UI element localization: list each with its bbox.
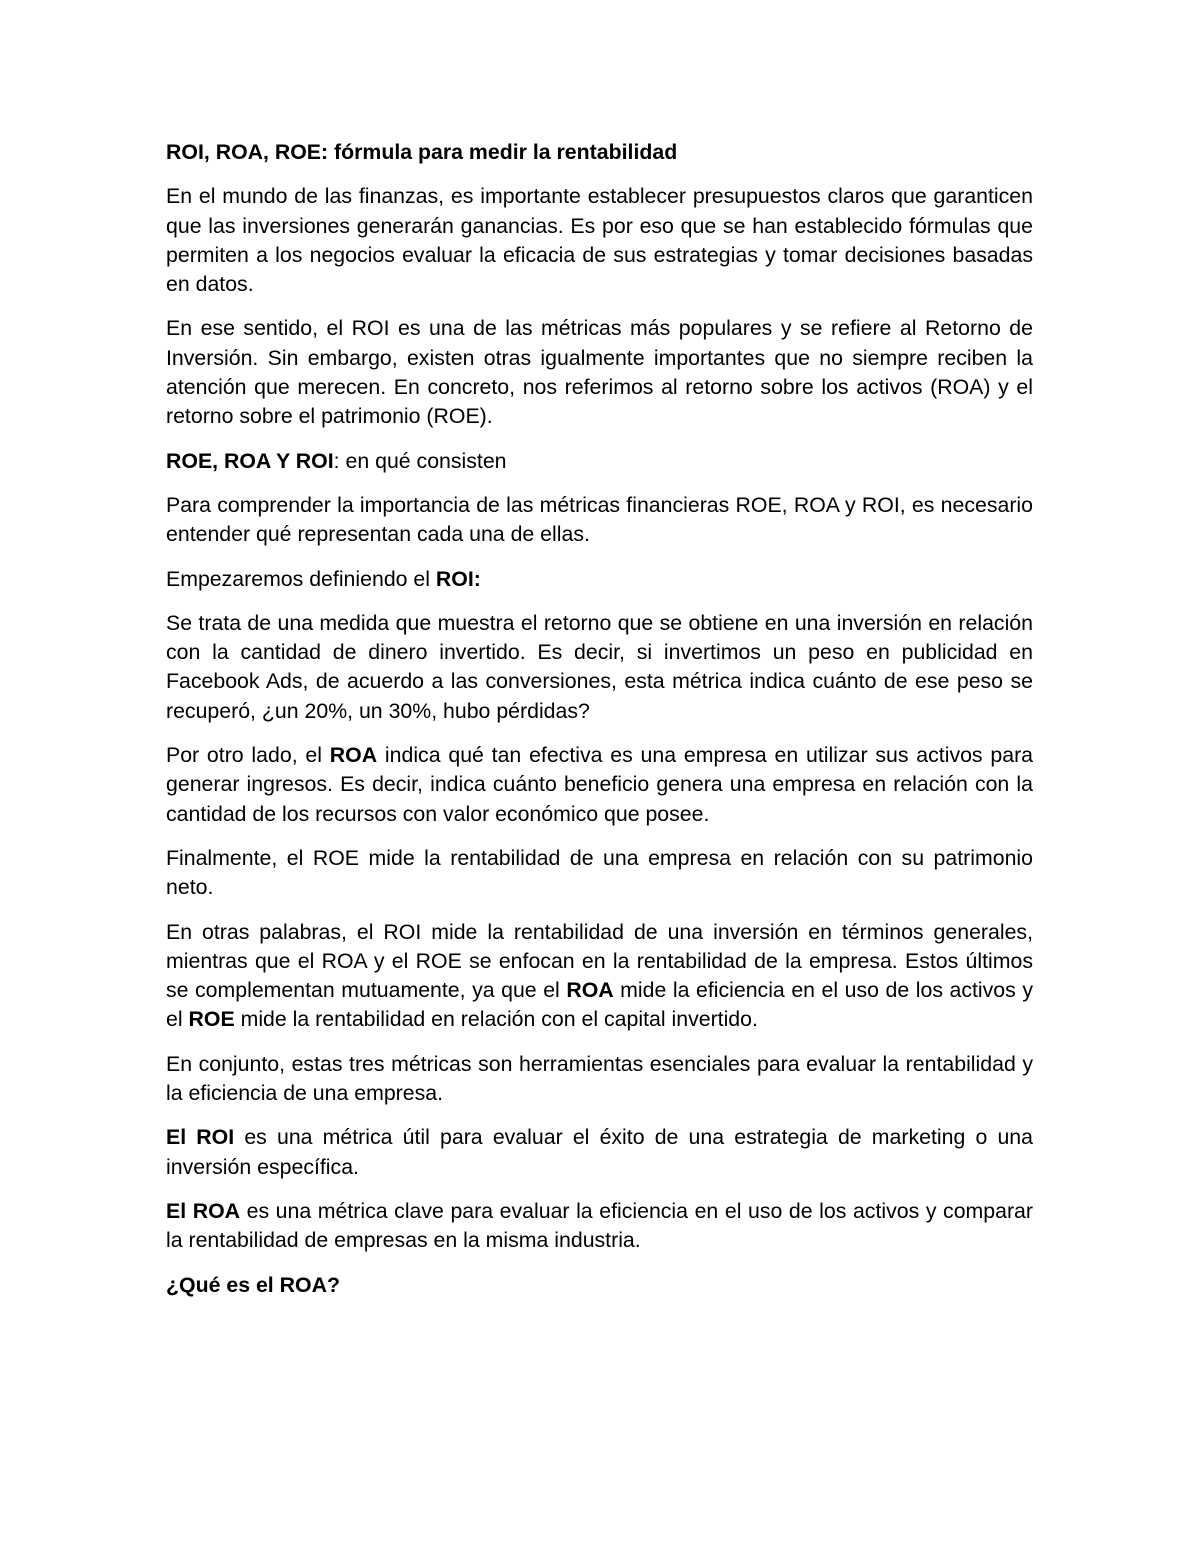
paragraph-roe-definition: Finalmente, el ROE mide la rentabilidad de una empresa en relación con su patrimonio neto.	[166, 845, 1033, 900]
document-title: ROI, ROA, ROE: fórmula para medir la rentabilidad	[166, 140, 678, 164]
paragraph-roi-use	[166, 1123, 1033, 1182]
comparison-part3: mide la rentabilidad en relación con el capital invertido.	[234, 1007, 758, 1032]
question-heading: ¿Qué es el ROA?	[166, 1272, 340, 1297]
comparison-part1: En otras palabras, el ROI mide la rentabilidad de una inversión en términos generales, mientras que el ROA y el ROE se enfocan en la rentabilidad de la empresa. Estos últimos se complementan mutuamente, ya que el	[166, 919, 1033, 1003]
roa-def-bold: ROA	[329, 743, 378, 768]
document-body	[166, 138, 1033, 1315]
subheading-bold: ROE, ROA Y ROI	[166, 448, 334, 473]
paragraph-comparison	[166, 918, 1033, 1035]
paragraph-importance: Para comprender la importancia de las métricas financieras ROE, ROA y ROI, es necesario entender qué representan cada una de ellas.	[166, 492, 1033, 547]
roa-def-before: Por otro lado, el	[166, 743, 330, 768]
comparison-part2: mide la eficiencia en el uso de los activos y el	[166, 978, 1033, 1032]
subheading-rest: : en qué consisten	[333, 448, 507, 473]
comparison-bold-roe: ROE	[188, 1007, 235, 1032]
subheading-what-they-are	[166, 447, 1033, 476]
paragraph-roa-definition	[166, 741, 1033, 829]
paragraph-conclusion: En conjunto, estas tres métricas son herramientas esenciales para evaluar la rentabilidad y la eficiencia de una empresa.	[166, 1051, 1033, 1106]
paragraph-roa-use	[166, 1197, 1033, 1256]
comparison-bold-roa: ROA	[566, 978, 614, 1003]
roi-use-bold: El ROI	[166, 1125, 235, 1150]
paragraph-roi-context: En ese sentido, el ROI es una de las métricas más populares y se refiere al Retorno de Inversión. Sin embargo, existen otras igualmente importantes que no siempre reciben la atención que merecen. En concreto, nos referimos al retorno sobre los activos (ROA) y el retorno sobre el patrimonio (ROE).	[166, 316, 1033, 429]
paragraph-roi-definition-intro	[166, 565, 1033, 594]
paragraph-intro: En el mundo de las finanzas, es importante establecer presupuestos claros que garanticen que las inversiones generarán ganancias. Es por eso que se han establecido fórmulas que permiten a los negocios evaluar la eficacia de sus estrategias y tomar decisiones basadas en datos.	[166, 184, 1033, 297]
paragraph-roi-definition: Se trata de una medida que muestra el retorno que se obtiene en una inversión en relación con la cantidad de dinero invertido. Es decir, si invertimos un peso en publicidad en Facebook Ads, de acuerdo a las conversiones, esta métrica indica cuánto de ese peso se recuperó, ¿un 20%, un 30%, hubo pérdidas?	[166, 610, 1033, 723]
roi-intro-text: Empezaremos definiendo el	[166, 566, 436, 591]
roi-use-rest: es una métrica útil para evaluar el éxito de una estrategia de marketing o una inversión específica.	[166, 1125, 1033, 1179]
roa-use-bold: El ROA	[166, 1198, 241, 1223]
roa-def-after: indica qué tan efectiva es una empresa en utilizar sus activos para generar ingresos. Es decir, indica cuánto beneficio genera una empresa en relación con la cantidad de los recursos con valor económico que posee.	[166, 743, 1033, 826]
roa-use-rest: es una métrica clave para evaluar la eficiencia en el uso de los activos y comparar la rentabilidad de empresas en la misma industria.	[166, 1198, 1033, 1253]
roi-intro-bold: ROI:	[435, 566, 481, 591]
